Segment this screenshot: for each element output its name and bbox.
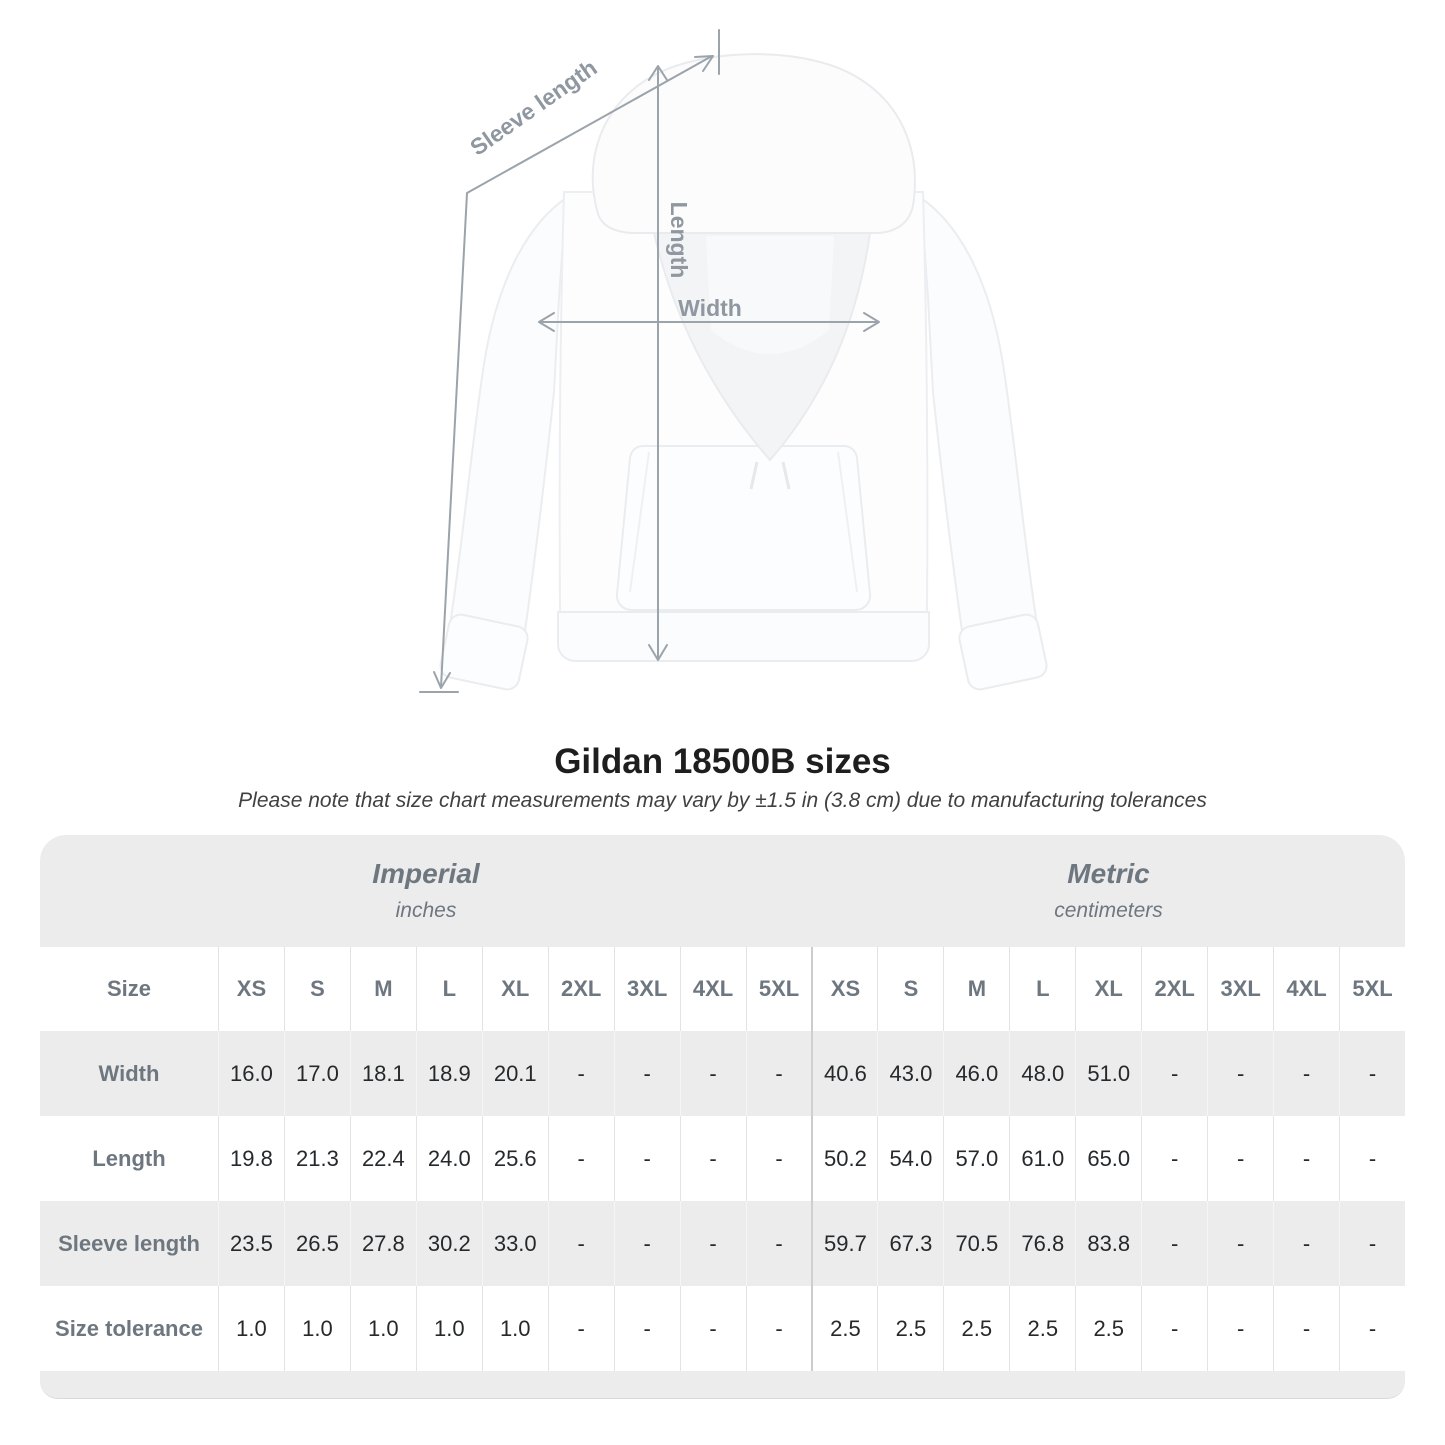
imperial-cell: -	[746, 1201, 812, 1286]
metric-cell: -	[1339, 1116, 1405, 1201]
metric-cell: 76.8	[1009, 1201, 1075, 1286]
imperial-cell: 25.6	[482, 1116, 548, 1201]
tolerance-note: Please note that size chart measurements may vary by ±1.5 in (3.8 cm) due to manufacturing tolerances	[238, 789, 1207, 812]
imperial-group-title: Imperial	[372, 858, 480, 889]
table-row	[40, 1201, 1405, 1286]
metric-cell: -	[1141, 1286, 1207, 1371]
metric-cell: -	[1273, 1116, 1339, 1201]
metric-group-title: Metric	[1067, 858, 1150, 889]
metric-cell: -	[1207, 1286, 1273, 1371]
table-header-band	[40, 835, 1405, 947]
right-sleeve	[921, 198, 1036, 638]
metric-cell: 48.0	[1009, 1031, 1075, 1116]
imperial-size-header: S	[284, 947, 350, 1031]
kangaroo-pocket	[617, 446, 870, 610]
imperial-cell: 1.0	[284, 1286, 350, 1371]
metric-cell: 83.8	[1075, 1201, 1141, 1286]
imperial-cell: 1.0	[218, 1286, 284, 1371]
metric-cell: 51.0	[1075, 1031, 1141, 1116]
metric-cell: -	[1141, 1116, 1207, 1201]
imperial-cell: 26.5	[284, 1201, 350, 1286]
unit-group-imperial	[40, 835, 812, 947]
hem-band	[558, 612, 929, 661]
imperial-cell: -	[548, 1286, 614, 1371]
metric-cell: 57.0	[943, 1116, 1009, 1201]
metric-cell: 2.5	[1075, 1286, 1141, 1371]
row-label: Width	[98, 1060, 160, 1086]
imperial-group-unit: inches	[395, 898, 457, 922]
table-row	[40, 1031, 1405, 1116]
metric-cell: -	[1273, 1286, 1339, 1371]
hood	[593, 54, 915, 233]
metric-size-header: M	[943, 947, 1009, 1031]
length-arrow-label: Length	[666, 201, 692, 279]
row-label: Size tolerance	[55, 1315, 203, 1341]
metric-cell: -	[1273, 1201, 1339, 1286]
imperial-cell: -	[746, 1031, 812, 1116]
metric-cell: -	[1339, 1031, 1405, 1116]
imperial-size-header: 5XL	[746, 947, 812, 1031]
imperial-cell: 16.0	[218, 1031, 284, 1116]
imperial-cell: 18.9	[416, 1031, 482, 1116]
imperial-cell: -	[680, 1031, 746, 1116]
imperial-cell: 33.0	[482, 1201, 548, 1286]
imperial-size-header: 4XL	[680, 947, 746, 1031]
metric-cell: 2.5	[877, 1286, 943, 1371]
imperial-cell: 23.5	[218, 1201, 284, 1286]
unit-group-metric	[812, 835, 1405, 947]
imperial-cell: 22.4	[350, 1116, 416, 1201]
metric-cell: 43.0	[877, 1031, 943, 1116]
size-header-row	[40, 947, 1405, 1031]
hoodie-illustration	[438, 54, 1049, 691]
imperial-size-header: M	[350, 947, 416, 1031]
metric-cell: -	[1339, 1286, 1405, 1371]
metric-size-header: 5XL	[1339, 947, 1405, 1031]
metric-cell: 2.5	[811, 1286, 877, 1371]
imperial-cell: -	[548, 1031, 614, 1116]
size-table	[40, 835, 1405, 1399]
table-row	[40, 1116, 1405, 1201]
metric-cell: 67.3	[877, 1201, 943, 1286]
left-sleeve	[451, 198, 566, 638]
metric-size-header: L	[1009, 947, 1075, 1031]
width-arrow-label: Width	[678, 295, 742, 321]
metric-cell: -	[1273, 1031, 1339, 1116]
imperial-size-header: XL	[482, 947, 548, 1031]
imperial-cell: -	[614, 1286, 680, 1371]
imperial-cell: 1.0	[350, 1286, 416, 1371]
imperial-cell: 18.1	[350, 1031, 416, 1116]
imperial-cell: 27.8	[350, 1201, 416, 1286]
metric-cell: -	[1141, 1201, 1207, 1286]
imperial-cell: -	[614, 1116, 680, 1201]
imperial-cell: -	[680, 1201, 746, 1286]
metric-size-header: XL	[1075, 947, 1141, 1031]
imperial-cell: 19.8	[218, 1116, 284, 1201]
metric-cell: 46.0	[943, 1031, 1009, 1116]
metric-cell: 2.5	[1009, 1286, 1075, 1371]
imperial-cell: 17.0	[284, 1031, 350, 1116]
imperial-cell: -	[746, 1116, 812, 1201]
metric-size-header: 2XL	[1141, 947, 1207, 1031]
metric-cell: 54.0	[877, 1116, 943, 1201]
table-row	[40, 1286, 1405, 1371]
size-column-header: Size	[106, 976, 152, 1001]
imperial-cell: 21.3	[284, 1116, 350, 1201]
imperial-cell: -	[680, 1116, 746, 1201]
imperial-cell: 30.2	[416, 1201, 482, 1286]
metric-cell: -	[1141, 1031, 1207, 1116]
imperial-size-header: XS	[218, 947, 284, 1031]
imperial-cell: -	[746, 1286, 812, 1371]
row-label: Length	[92, 1145, 166, 1171]
metric-size-header: S	[877, 947, 943, 1031]
imperial-size-header: 2XL	[548, 947, 614, 1031]
metric-size-header: XS	[811, 947, 877, 1031]
metric-size-header: 3XL	[1207, 947, 1273, 1031]
sleeve-length-arrow-label: Sleeve length	[465, 54, 602, 161]
metric-cell: 70.5	[943, 1201, 1009, 1286]
metric-group-unit: centimeters	[1054, 898, 1163, 922]
imperial-cell: 20.1	[482, 1031, 548, 1116]
metric-cell: 59.7	[811, 1201, 877, 1286]
metric-cell: -	[1339, 1201, 1405, 1286]
imperial-cell: 24.0	[416, 1116, 482, 1201]
metric-cell: -	[1207, 1201, 1273, 1286]
imperial-cell: -	[614, 1031, 680, 1116]
metric-cell: -	[1207, 1031, 1273, 1116]
metric-cell: 61.0	[1009, 1116, 1075, 1201]
imperial-cell: -	[680, 1286, 746, 1371]
metric-size-header: 4XL	[1273, 947, 1339, 1031]
metric-cell: 2.5	[943, 1286, 1009, 1371]
row-label: Sleeve length	[58, 1230, 200, 1256]
size-table-grid	[40, 947, 1405, 1371]
metric-cell: 65.0	[1075, 1116, 1141, 1201]
metric-cell: 50.2	[811, 1116, 877, 1201]
imperial-cell: -	[548, 1201, 614, 1286]
imperial-cell: -	[614, 1201, 680, 1286]
imperial-cell: 1.0	[482, 1286, 548, 1371]
imperial-cell: 1.0	[416, 1286, 482, 1371]
imperial-cell: -	[548, 1116, 614, 1201]
metric-cell: 40.6	[811, 1031, 877, 1116]
metric-cell: -	[1207, 1116, 1273, 1201]
imperial-size-header: L	[416, 947, 482, 1031]
table-footer-band	[40, 1371, 1405, 1399]
imperial-size-header: 3XL	[614, 947, 680, 1031]
page-title: Gildan 18500B sizes	[554, 742, 891, 781]
